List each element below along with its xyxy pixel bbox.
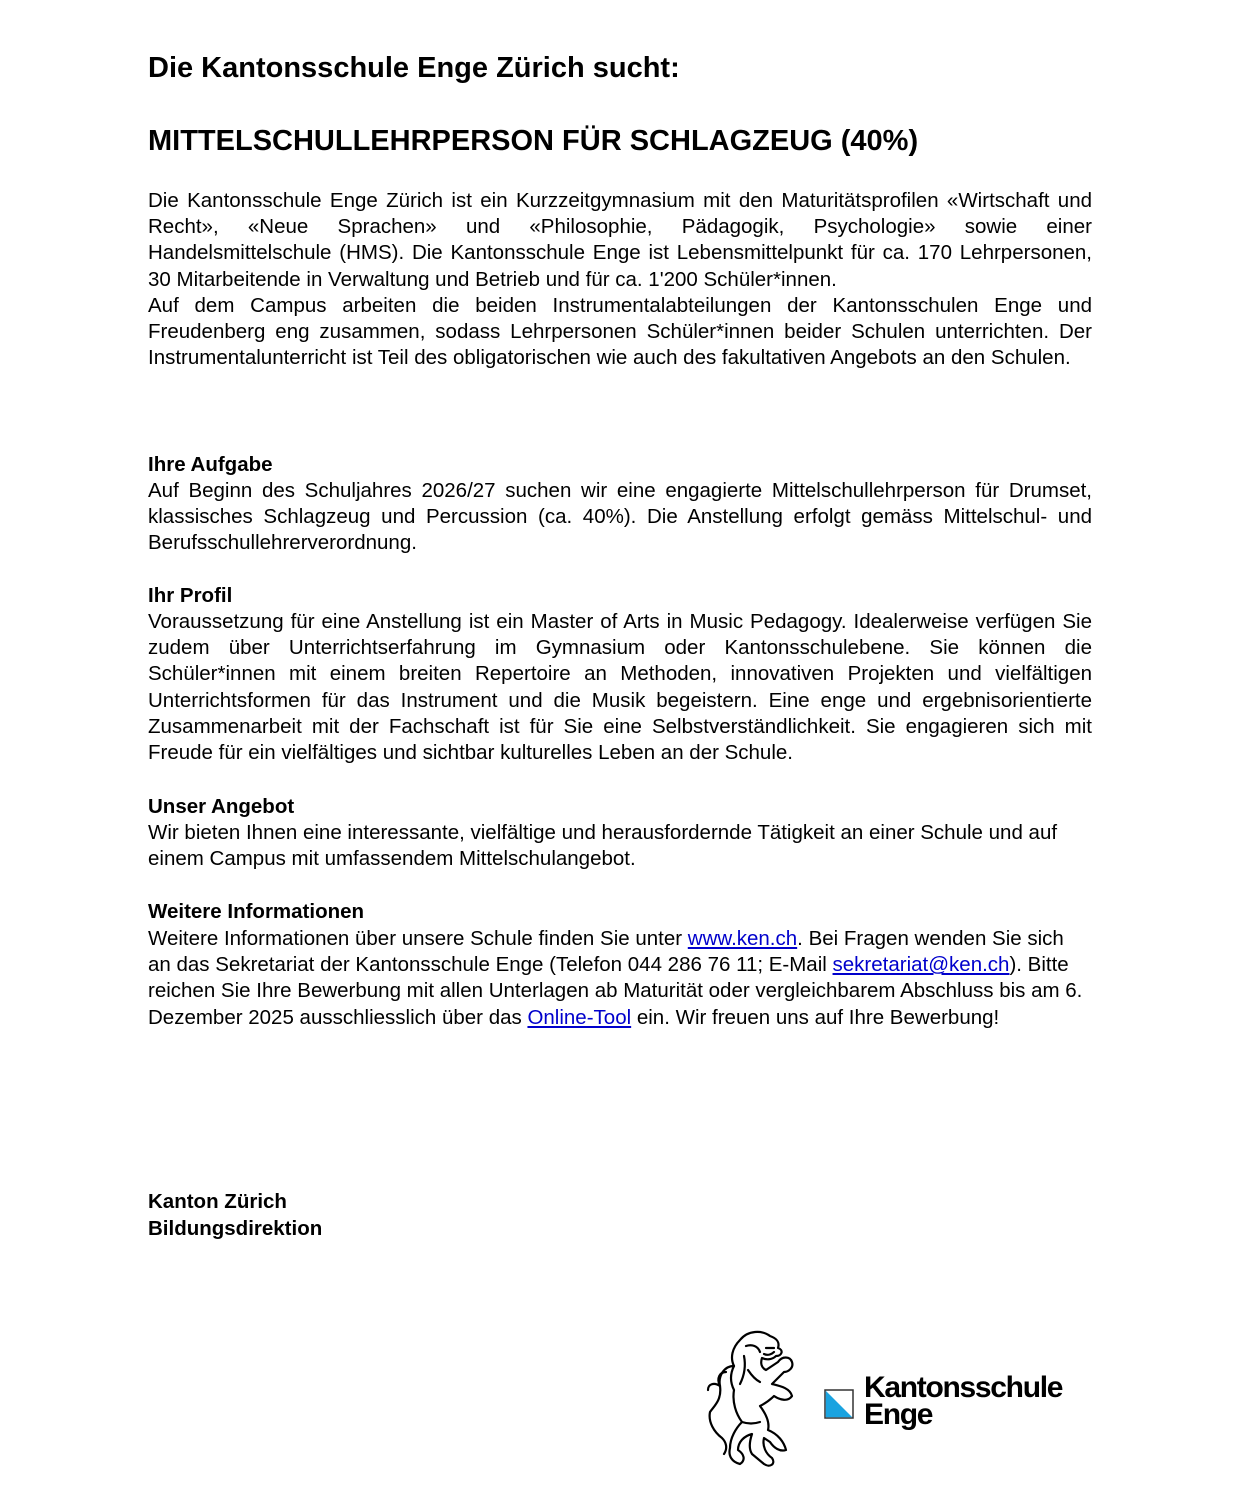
section-text-angebot: Wir bieten Ihnen eine interessante, vielfältige und herausfordernde Tätigkeit an einer Schule und auf einem Campus mit umfassendem Mittelschulangebot. <box>148 821 1058 871</box>
zurich-lion-icon <box>700 1326 820 1476</box>
school-logo-wordmark <box>864 1371 1063 1431</box>
signature <box>148 1189 322 1242</box>
section-text-info <box>148 926 1092 1031</box>
info-text-3: ). Bitte reichen Sie Ihre Bewerbung mit allen Unterlagen ab Maturität oder vergleichbarem Abschluss bis am 6. Dezember 2025 ausschliesslich über das <box>148 953 1083 1029</box>
intro-paragraph-2: Auf dem Campus arbeiten die beiden Instrumentalabteilungen der Kantonsschulen Enge und Freudenberg eng zusammen, sodass Lehrpersonen Schüler*innen beider Schulen unterrichten. Der Instrumentalunterricht ist Teil des obligatorischen wie auch des fakultativen Angebots an den Schulen. <box>148 293 1092 370</box>
section-text-profil: Voraussetzung für eine Anstellung ist ein Master of Arts in Music Pedagogy. Idealerweise verfügen Sie zudem über Unterrichtserfahrung im Gymnasium oder Kantonsschulebene. Sie können die Schüler*innen mit einem breiten Repertoire an Methoden, innovativen Projekten und vielfältigen Unterrichtsformen für das Instrument und die Musik begeistern. Eine enge und ergebnisorientierte Zusammenarbeit mit der Fachschaft ist für Sie eine Selbstverständlichkeit. Sie engagieren sich mit Freude für ein vielfältiges und sichtbar kulturelles Leben an der Schule. <box>148 610 1092 765</box>
intro-text <box>148 188 1092 371</box>
logo-line-1: Kantonsschule <box>864 1371 1063 1404</box>
logo-line-2: Enge <box>864 1398 933 1431</box>
zurich-flag-icon <box>824 1389 854 1419</box>
email-link[interactable]: sekretariat@ken.ch <box>832 953 1010 977</box>
signature-department: Bildungsdirektion <box>148 1216 323 1240</box>
info-text-2: . Bei Fragen wenden Sie sich an das Sekretariat der Kantonsschule Enge (Telefon 044 286 76 11; E-Mail <box>148 927 1064 977</box>
school-heading: Die Kantonsschule Enge Zürich sucht: <box>148 52 680 84</box>
section-heading-profil: Ihr Profil <box>148 584 233 607</box>
section-text-aufgabe: Auf Beginn des Schuljahres 2026/27 suchen wir eine engagierte Mittelschullehrperson für Drumset, klassisches Schlagzeug und Percussion (ca. 40%). Die Anstellung erfolgt gemäss Mittelschul- und Berufsschullehrerverordnung. <box>148 479 1092 555</box>
online-tool-link[interactable]: Online-Tool <box>527 1005 632 1029</box>
info-text-1: Weitere Informationen über unsere Schule finden Sie unter <box>148 927 688 950</box>
section-heading-aufgabe: Ihre Aufgabe <box>148 453 273 476</box>
section-heading-info: Weitere Informationen <box>148 900 365 923</box>
job-title: MITTELSCHULLEHRPERSON FÜR SCHLAGZEUG (40%) <box>148 125 919 157</box>
website-link[interactable]: www.ken.ch <box>687 927 798 950</box>
signature-canton: Kanton Zürich <box>148 1190 287 1213</box>
intro-paragraph-1: Die Kantonsschule Enge Zürich ist ein Kurzzeitgymnasium mit den Maturitätsprofilen «Wirtschaft und Recht», «Neue Sprachen» und «Philosophie, Pädagogik, Psychologie» sowie einer Handelsmittelschule (HMS). Die Kantonsschule Enge ist Lebensmittelpunkt für ca. 170 Lehrpersonen, 30 Mitarbeitende in Verwaltung und Betrieb und für ca. 1'200 Schüler*innen. <box>148 189 1092 291</box>
info-text-4: ein. Wir freuen uns auf Ihre Bewerbung! <box>631 1005 1000 1029</box>
section-heading-angebot: Unser Angebot <box>148 795 295 818</box>
